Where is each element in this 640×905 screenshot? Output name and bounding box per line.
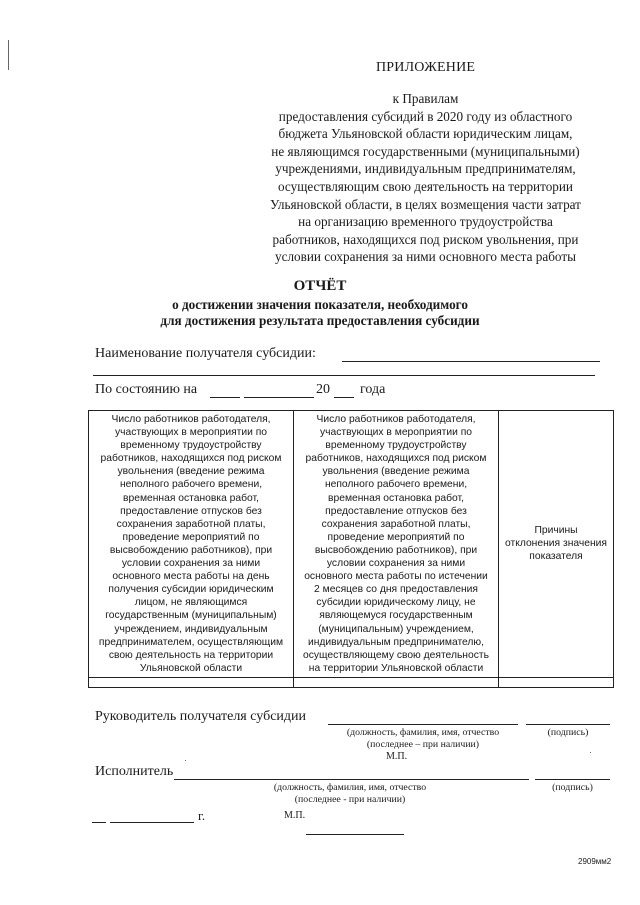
cell-line: индивидуальным предпринимателю, <box>307 636 485 648</box>
cell-line: осуществляющему свою деятельность <box>303 649 489 661</box>
report-title: ОТЧЁТ <box>293 278 347 294</box>
date-prefix: По состоянию на <box>95 382 198 397</box>
appendix-line: работников, находящихся под риском увольнения, при <box>272 231 579 247</box>
cell-line: работников, находящихся под риском <box>305 453 487 465</box>
sign-date-month-field[interactable] <box>110 822 194 823</box>
date-year-field[interactable] <box>334 397 354 398</box>
date-year-prefix: 20 <box>316 382 330 397</box>
cell-line: сохранения заработной платы, <box>321 518 471 530</box>
cell-line: отклонения значения <box>505 538 607 550</box>
cell-line: увольнения (введение режима <box>322 466 470 478</box>
appendix-line: бюджета Ульяновской области юридическим лицам, <box>278 126 573 142</box>
cell-line: неполного рабочего времени, <box>119 479 263 491</box>
table-cell-value-2[interactable] <box>294 677 499 687</box>
cell-line: Число работников работодателя, <box>316 414 476 425</box>
cell-line: предоставление отпусков без <box>325 505 467 517</box>
caption-line: (должность, фамилия, имя, отчество <box>273 782 427 793</box>
cell-line: временная остановка работ, <box>123 492 259 504</box>
bottom-signature-line[interactable] <box>306 834 404 835</box>
cell-line: предпринимателем, осуществляющим <box>98 636 284 648</box>
cell-line: высвобождению работников), при <box>109 544 273 556</box>
cell-line: условии сохранения за ними <box>121 558 261 570</box>
cell-line: Причины <box>534 525 578 537</box>
appendix-line: к Правилам <box>392 91 459 106</box>
appendix-line: осуществляющим свою деятельность на территории <box>278 178 573 194</box>
report-subtitle-line: о достижении значения показателя, необходимого <box>172 297 468 312</box>
caption-line: (последнее - при наличии) <box>294 794 406 805</box>
cell-line: временному трудоустройству <box>120 440 262 452</box>
head-sign-caption: (подпись) <box>547 727 589 738</box>
stamp-label: М.П. <box>386 751 408 762</box>
caption-line: (должность, фамилия, имя, отчество <box>346 727 500 738</box>
table-row <box>89 677 614 687</box>
table-header-row <box>89 411 614 678</box>
cell-line: лицом, не являющимся <box>134 597 248 609</box>
cell-line: увольнения (введение режима <box>117 466 265 478</box>
cell-line: Число работников работодателя, <box>111 414 271 425</box>
scan-artifact <box>590 752 591 753</box>
cell-line: свою деятельность на территории <box>108 649 274 661</box>
date-suffix: года <box>360 382 386 397</box>
cell-line: государственным (муниципальным) <box>105 610 277 622</box>
table-cell-deviation-reasons[interactable] <box>499 677 614 687</box>
cell-line: условии сохранения за ними <box>326 558 466 570</box>
sign-date-day-field[interactable] <box>92 822 106 823</box>
cell-line: Ульяновской области <box>139 662 243 674</box>
cell-line: временная остановка работ, <box>328 492 464 504</box>
head-caption <box>328 727 518 751</box>
header-col-employees-after-2-months <box>294 411 499 678</box>
head-name-field[interactable] <box>328 724 518 725</box>
appendix-line: не являющимся государственными (муниципальными) <box>271 143 580 159</box>
caption-line: (последнее – при наличии) <box>366 739 480 750</box>
header-col-employees-on-subsidy-day <box>89 411 294 678</box>
head-signature-field[interactable] <box>526 724 610 725</box>
executor-signature-field[interactable] <box>535 779 610 780</box>
report-subtitle <box>0 297 640 329</box>
date-row <box>95 382 197 398</box>
date-day-field[interactable] <box>210 397 240 398</box>
cell-line: высвобождению работников), при <box>314 544 478 556</box>
cell-line: работников, находящихся под риском <box>100 453 282 465</box>
cell-line: предоставление отпусков без <box>120 505 262 517</box>
header-col-deviation-reasons <box>499 411 614 678</box>
scan-artifact <box>185 760 186 761</box>
cell-line: субсидии юридическому лицу, не <box>316 597 476 609</box>
cell-line: временному трудоустройству <box>325 440 467 452</box>
sign-date-year-suffix: г. <box>198 808 206 823</box>
cell-line: участвующих в мероприятии по <box>319 427 473 439</box>
cell-line: получения субсидии юридическим <box>108 584 274 596</box>
cell-line: участвующих в мероприятии по <box>114 427 268 439</box>
executor-label: Исполнитель <box>95 764 174 779</box>
appendix-line: на организацию временного трудоустройства <box>298 214 553 230</box>
stamp-label-2: М.П. <box>284 810 306 821</box>
cell-line: проведение мероприятий по <box>327 531 465 543</box>
report-subtitle-line: для достижения результата предоставления субсидии <box>160 313 480 328</box>
appendix-line: предоставления субсидий в 2020 году из областного <box>278 108 573 124</box>
recipient-label: Наименование получателя субсидии: <box>95 346 316 361</box>
cell-line: 2 месяцев со дня предоставления <box>314 584 478 596</box>
recipient-name-field[interactable] <box>342 361 600 362</box>
cell-line: сохранения заработной платы, <box>116 518 266 530</box>
appendix-title: ПРИЛОЖЕНИЕ <box>376 60 476 75</box>
cell-line: являющемуся государственным <box>319 610 473 622</box>
appendix-line: учреждениями, индивидуальным предпринимателям, <box>275 161 576 177</box>
cell-line: учреждением, индивидуальным <box>114 623 268 635</box>
report-table <box>88 410 614 688</box>
scan-artifact <box>8 40 9 70</box>
date-month-field[interactable] <box>244 397 314 398</box>
cell-line: показателя <box>529 551 583 563</box>
executor-caption <box>240 782 460 806</box>
executor-name-field[interactable] <box>174 779 529 780</box>
recipient-name-field-continued[interactable] <box>93 375 595 376</box>
appendix-text <box>238 90 613 266</box>
cell-line: основного места работы по истечении <box>304 571 488 583</box>
cell-line: проведение мероприятий по <box>122 531 260 543</box>
table-cell-value-1[interactable] <box>89 677 294 687</box>
cell-line: неполного рабочего времени, <box>324 479 468 491</box>
document-code: 2909мм2 <box>578 857 612 866</box>
cell-line: (муниципальным) учреждением, <box>318 623 474 635</box>
appendix-line: Ульяновской области, в целях возмещения части затрат <box>270 196 581 212</box>
head-label: Руководитель получателя субсидии <box>95 709 307 724</box>
appendix-line: условии сохранения за ними основного места работы <box>275 249 576 265</box>
cell-line: основного места работы на день <box>112 571 270 583</box>
cell-line: на территории Ульяновской области <box>308 662 484 674</box>
executor-sign-caption: (подпись) <box>552 782 593 793</box>
